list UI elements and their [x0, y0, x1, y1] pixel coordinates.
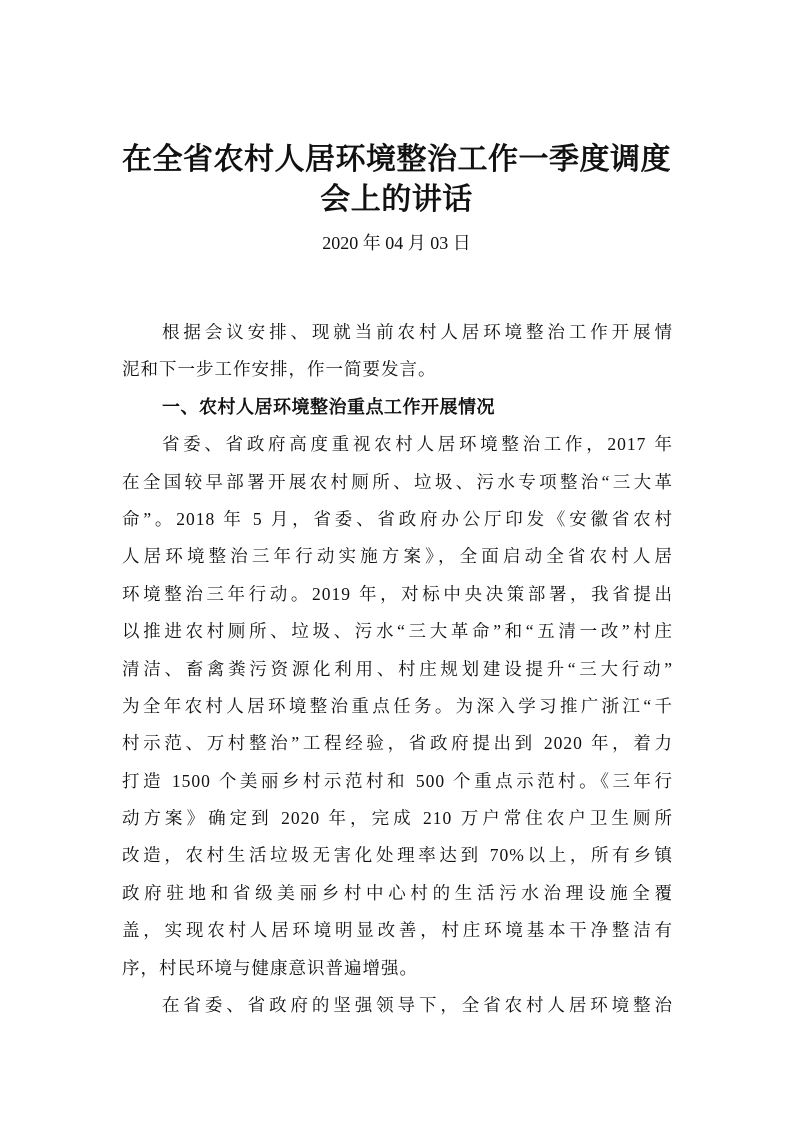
- paragraph-line: 政府驻地和省级美丽乡村中心村的生活污水治理设施全覆: [122, 882, 673, 903]
- paragraph-line: 改造，农村生活垃圾无害化处理率达到 70%以上，所有乡镇: [122, 845, 673, 866]
- paragraph-line: 盖，实现农村人居环境明显改善，村庄环境基本干净整洁有: [122, 920, 673, 941]
- document-body: [122, 314, 673, 1024]
- paragraph-line: 省委、省政府高度重视农村人居环境整治工作，2017 年: [162, 434, 673, 455]
- document-date: 2020 年 04 月 03 日: [322, 233, 471, 253]
- paragraph-line: 村示范、万村整治”工程经验，省政府提出到 2020 年，着力: [122, 733, 673, 754]
- paragraph-line: 动方案》确定到 2020 年，完成 210 万户常住农户卫生厕所: [122, 808, 673, 829]
- paragraph-line: 以推进农村厕所、垃圾、污水“三大革命”和“五清一改”村庄: [122, 621, 673, 642]
- title-line-2: 会上的讲话: [320, 182, 473, 217]
- paragraph-line: 在省委、省政府的坚强领导下，全省农村人居环境整治: [162, 995, 673, 1016]
- paragraph-line: 打造 1500 个美丽乡村示范村和 500 个重点示范村。《三年行: [122, 770, 673, 791]
- paragraph-line: 命”。2018 年 5 月，省委、省政府办公厅印发《安徽省农村: [122, 508, 674, 529]
- paragraph-line: 人居环境整治三年行动实施方案》，全面启动全省农村人居: [122, 546, 673, 567]
- paragraph-line: 环境整治三年行动。2019 年，对标中央决策部署，我省提出: [122, 583, 673, 604]
- document-title: [100, 140, 693, 220]
- paragraph-line: 泥和下一步工作安排，作一简要发言。: [122, 359, 437, 380]
- paragraph-line: 根据会议安排、现就当前农村人居环境整治工作开展情: [162, 322, 673, 342]
- section-heading: 一、农村人居环境整治重点工作开展情况: [162, 396, 495, 418]
- paragraph-line: 在全国较早部署开展农村厕所、垃圾、污水专项整治“三大革: [122, 471, 673, 492]
- paragraph-line: 序，村民环境与健康意识普遍增强。: [122, 957, 418, 978]
- title-line-1: 在全省农村人居环境整治工作一季度调度: [122, 142, 671, 177]
- paragraph-line: 为全年农村人居环境整治重点任务。为深入学习推广浙江“千: [122, 695, 673, 716]
- paragraph-line: 清洁、畜禽粪污资源化利用、村庄规划建设提升“三大行动”: [122, 658, 673, 679]
